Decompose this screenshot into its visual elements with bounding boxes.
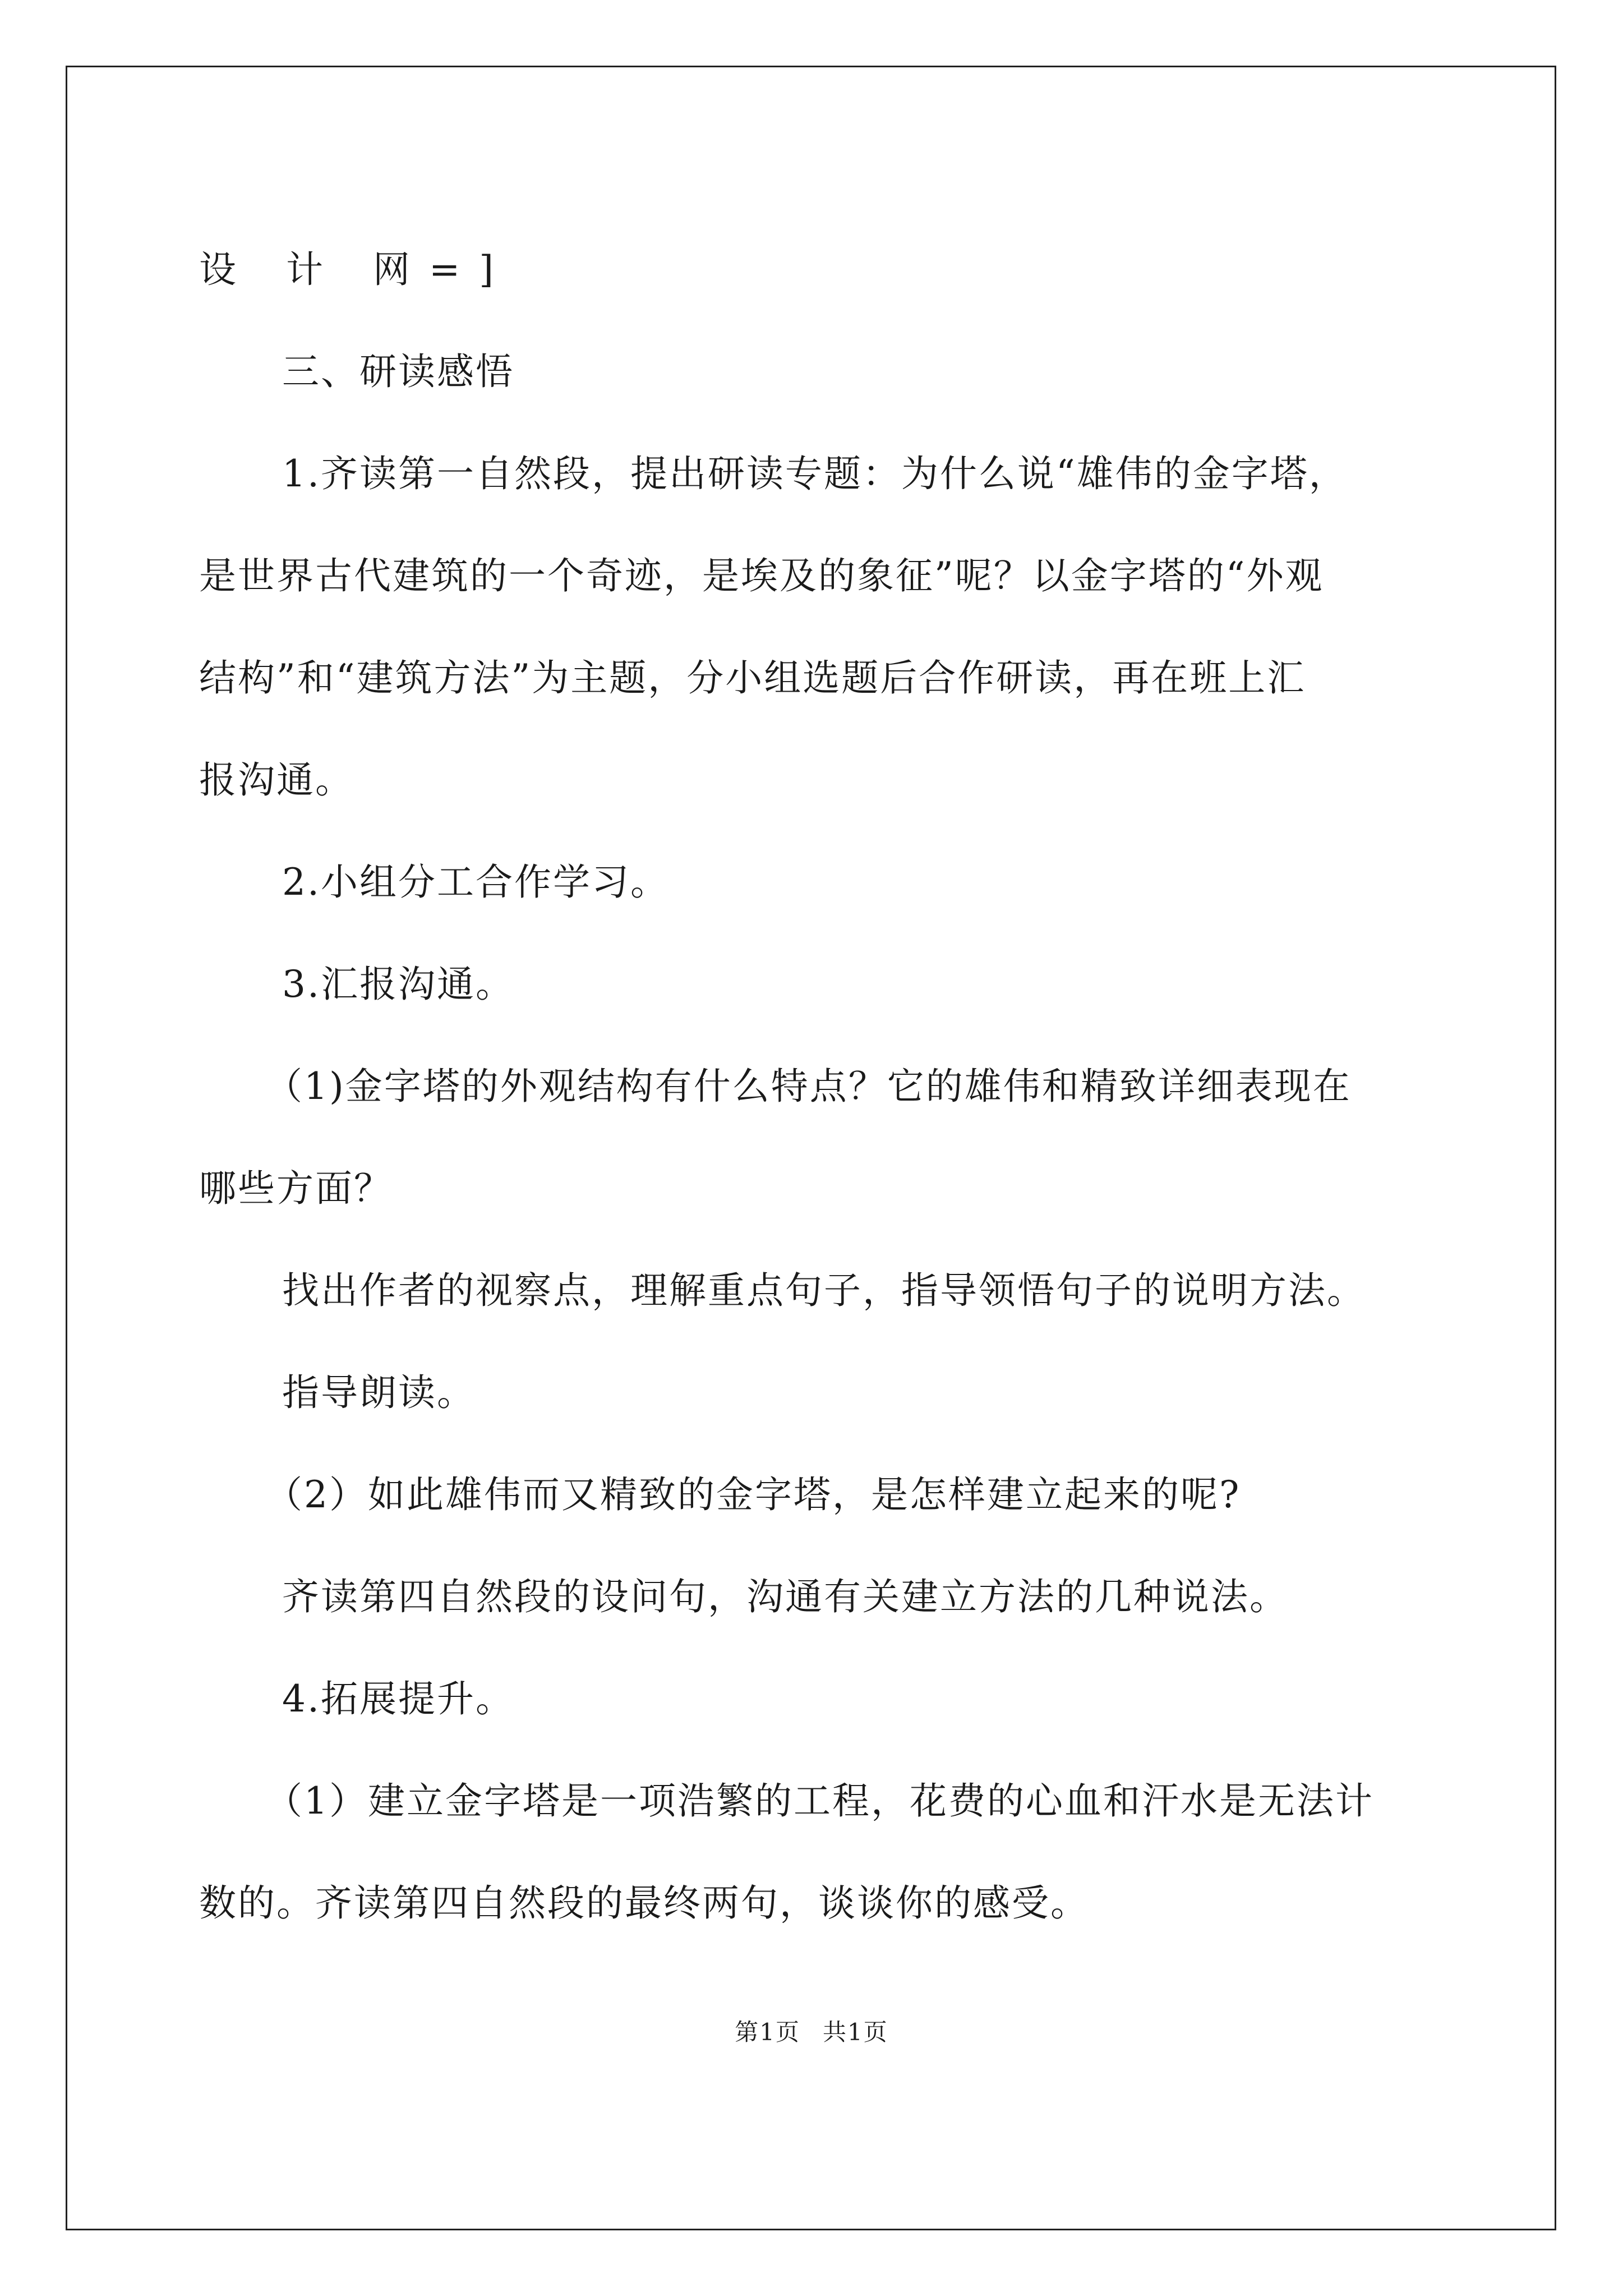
text-line: 4.拓展提升。 xyxy=(282,1677,514,1720)
text-line: 结构”和“建筑方法”为主题，分小组选题后合作研读，再在班上汇 xyxy=(199,656,1306,700)
text-line: 哪些方面？ xyxy=(199,1167,393,1210)
text-line: 设 计 网=] xyxy=(199,248,513,291)
text-line: （2）如此雄伟而又精致的金字塔，是怎样建立起来的呢? xyxy=(265,1473,1241,1516)
text-line: 报沟通。 xyxy=(199,758,354,802)
page-number-current: 第1页 xyxy=(735,2018,800,2046)
text-line: （1）建立金字塔是一项浩繁的工程，花费的心血和汗水是无法计 xyxy=(265,1779,1374,1823)
text-line: （1)金字塔的外观结构有什么特点？它的雄伟和精致详细表现在 xyxy=(265,1065,1352,1108)
text-line: 1.齐读第一自然段，提出研读专题：为什么说“雄伟的金字塔， xyxy=(282,452,1348,495)
page-footer xyxy=(0,2014,1623,2047)
text-line: 齐读第四自然段的设问句，沟通有关建立方法的几种说法。 xyxy=(282,1575,1288,1618)
text-line: 找出作者的视察点，理解重点句子，指导领悟句子的说明方法。 xyxy=(282,1269,1366,1312)
text-line: 指导朗读。 xyxy=(282,1371,476,1414)
document-body xyxy=(199,219,1427,1954)
page-number-total: 共1页 xyxy=(823,2018,888,2046)
text-line: 数的。齐读第四自然段的最终两句，谈谈你的感受。 xyxy=(199,1881,1089,1925)
text-line: 3.汇报沟通。 xyxy=(282,963,514,1006)
text-line: 是世界古代建筑的一个奇迹，是埃及的象征”呢？以金字塔的“外观 xyxy=(199,554,1324,597)
section-heading: 三、研读感悟 xyxy=(282,350,514,393)
text-line: 2.小组分工合作学习。 xyxy=(282,861,669,904)
